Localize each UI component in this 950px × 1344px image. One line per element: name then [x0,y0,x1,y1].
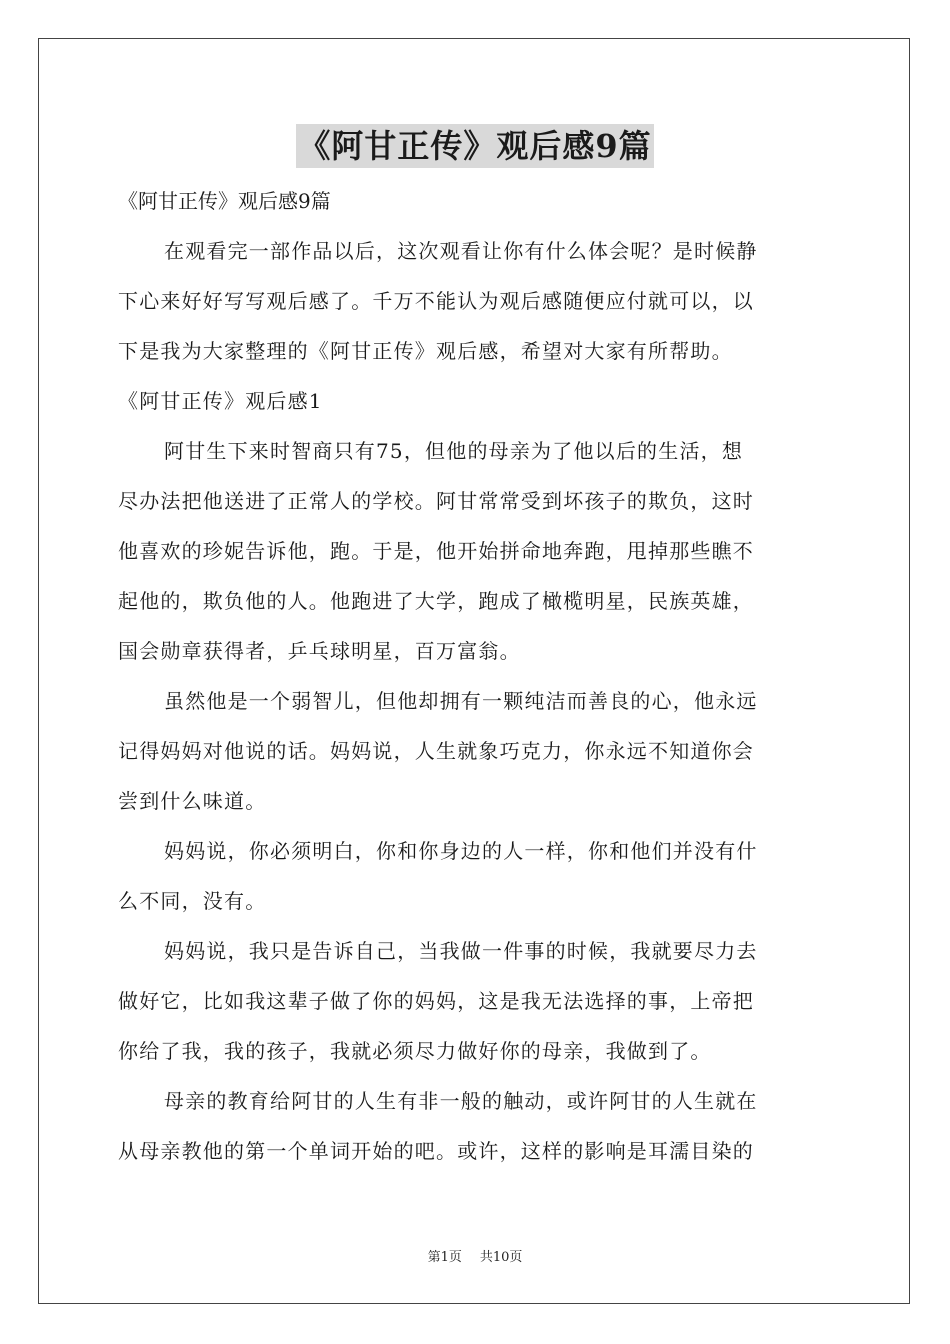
document-body [118,176,834,1176]
document-title: 《阿甘正传》观后感9篇 [296,124,653,168]
text-line: 妈妈说，我只是告诉自己，当我做一件事的时候，我就要尽力去 [164,939,758,963]
page-number: 第1页 [427,1250,462,1265]
text-line: 做好它，比如我这辈子做了你的妈妈，这是我无法选择的事，上帝把 [118,989,754,1013]
text-line: 尝到什么味道。 [118,789,267,813]
text-line: 起他的，欺负他的人。他跑进了大学，跑成了橄榄明星，民族英雄， [118,589,754,613]
document-subtitle: 《阿甘正传》观后感9篇 [118,189,331,213]
text-line: 记得妈妈对他说的话。妈妈说，人生就象巧克力，你永远不知道你会 [118,739,754,763]
text-line: 他喜欢的珍妮告诉他，跑。于是，他开始拼命地奔跑，甩掉那些瞧不 [118,539,754,563]
text-line: 妈妈说，你必须明白，你和你身边的人一样，你和他们并没有什 [164,839,758,863]
section-heading: 《阿甘正传》观后感1 [118,389,323,413]
page-footer [0,1246,950,1265]
text-line: 下心来好好写写观后感了。千万不能认为观后感随便应付就可以，以 [118,289,754,313]
text-line: 国会勋章获得者，乒乓球明星，百万富翁。 [118,639,521,663]
title-container [0,124,950,168]
text-line: 下是我为大家整理的《阿甘正传》观后感，希望对大家有所帮助。 [118,339,733,363]
text-line: 虽然他是一个弱智儿，但他却拥有一颗纯洁而善良的心，他永远 [164,689,758,713]
paragraph-lines [118,226,834,1176]
text-line: 在观看完一部作品以后，这次观看让你有什么体会呢？是时候静 [164,239,758,263]
text-line: 尽办法把他送进了正常人的学校。阿甘常常受到坏孩子的欺负，这时 [118,489,754,513]
text-line: 你给了我，我的孩子，我就必须尽力做好你的母亲，我做到了。 [118,1039,712,1063]
text-line: 阿甘生下来时智商只有75，但他的母亲为了他以后的生活，想 [164,439,744,463]
text-line: 母亲的教育给阿甘的人生有非一般的触动，或许阿甘的人生就在 [164,1089,758,1113]
text-line: 么不同，没有。 [118,889,267,913]
text-line: 从母亲教他的第一个单词开始的吧。或许，这样的影响是耳濡目染的 [118,1139,754,1163]
page-total: 共10页 [479,1250,523,1265]
